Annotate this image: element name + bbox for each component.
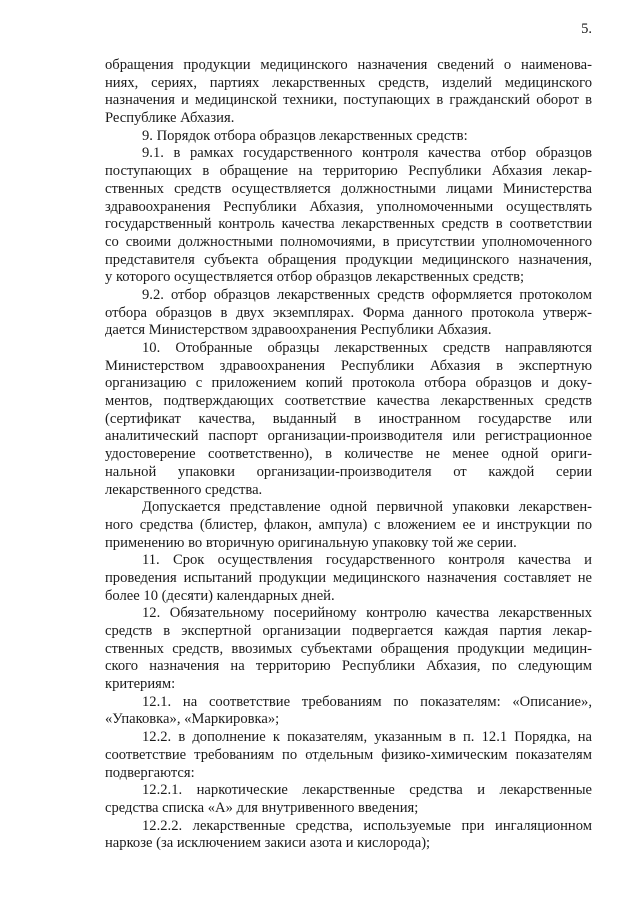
text-line: ского назначения на территорию Республики Абхазия, по следующим <box>105 658 592 675</box>
text-line: со своими должностными полномочиями, в присутствии уполномоченного <box>105 233 592 250</box>
text-line: 10. Отобранные образцы лекарственных средств направляются <box>142 340 592 356</box>
paragraph <box>105 287 592 340</box>
text-line: 12.2.1. наркотические лекарственные средства и лекарственные <box>142 782 592 799</box>
paragraph <box>105 605 592 693</box>
text-line: ментов, подтверждающих соответствие качества лекарственных средств <box>105 393 592 410</box>
text-line: применению во вторичную оригинальную упаковку той же серии. <box>105 534 517 551</box>
text-line: (сертификат качества, выданный в иностранном государстве или <box>105 410 592 427</box>
text-line: государственный контроль качества лекарственных средств в соответствии <box>105 216 592 233</box>
document-body <box>105 57 592 853</box>
text-line: здравоохранения Республики Абхазия, уполномоченными осуществлять <box>105 198 592 215</box>
paragraph <box>105 340 592 499</box>
text-line: средства списка «А» для внутривенного введения; <box>105 799 419 816</box>
text-line: представителя субъекта обращения продукции медицинского назначения, <box>105 251 592 268</box>
text-line: лекарственного средства. <box>105 481 263 498</box>
text-line: проведения испытаний продукции медицинского назначения составляет не <box>105 569 592 586</box>
text-line: у которого осуществляется отбор образцов лекарственных средств; <box>105 269 525 286</box>
text-line: нальной упаковки организации-производителя от каждой серии <box>105 463 592 480</box>
paragraph <box>105 145 592 287</box>
text-line: 12.2.2. лекарственные средства, используемые при ингаляционном <box>142 817 592 834</box>
paragraph <box>105 694 592 729</box>
text-line: 9.2. отбор образцов лекарственных средств оформляется протоколом <box>142 286 592 303</box>
paragraph <box>105 499 592 552</box>
paragraph <box>105 552 592 605</box>
text-line: Республике Абхазия. <box>105 110 235 127</box>
paragraph <box>105 729 592 782</box>
text-line: Министерством здравоохранения Республики Абхазия в экспертную <box>105 357 592 374</box>
text-line: подвергаются: <box>105 764 195 781</box>
page-number: 5. <box>581 21 592 37</box>
text-line: 12.1. на соответствие требованиям по показателям: «Описание», <box>142 693 592 710</box>
text-line: 9.1. в рамках государственного контроля качества отбор образцов <box>142 145 592 162</box>
paragraph <box>105 782 592 817</box>
text-line: 12.2. в дополнение к показателям, указанным в п. 12.1 Порядка, на <box>142 729 592 746</box>
text-line: наркозе (за исключением закиси азота и кислорода); <box>105 835 431 852</box>
text-line: соответствие требованиям по отдельным физико-химическим показателям <box>105 746 592 763</box>
text-line: более 10 (десяти) календарных дней. <box>105 587 335 604</box>
text-line: «Упаковка», «Маркировка»; <box>105 711 280 728</box>
text-line: средств в экспертной организации подвергается каждая партия лекар- <box>105 623 592 639</box>
text-line: отбора образцов в двух экземплярах. Форма данного протокола утверж- <box>105 304 592 321</box>
text-line: ниях, сериях, партиях лекарственных средств, изделий медицинского <box>105 74 592 91</box>
text-line: ственных средств, ввозимых субъектами обращения продукции медицин- <box>105 640 592 657</box>
text-line: аналитический паспорт организации-производителя или регистрационное <box>105 428 592 445</box>
paragraph <box>105 818 592 853</box>
text-line: Допускается представление одной первичной упаковки лекарствен- <box>142 499 592 516</box>
text-line: 9. Порядок отбора образцов лекарственных средств: <box>142 127 468 144</box>
text-line: удостоверение соответственно), в количестве не менее одной ориги- <box>105 446 592 463</box>
text-line: поступающих в обращение на территорию Республики Абхазия лекар- <box>105 163 592 180</box>
paragraph <box>105 128 592 146</box>
text-line: ственных средств осуществляется должностными лицами Министерства <box>105 180 592 197</box>
text-line: критериям: <box>105 676 176 693</box>
text-line: организацию с приложением копий протокола отбора образцов и доку- <box>105 375 592 392</box>
text-line: обращения продукции медицинского назначения сведений о наименова- <box>105 57 592 73</box>
text-line: 11. Срок осуществления государственного контроля качества и <box>142 552 592 569</box>
text-line: назначения и медицинской техники, поступающих в гражданский оборот в <box>105 92 592 109</box>
text-line: 12. Обязательному посерийному контролю качества лекарственных <box>142 605 592 622</box>
paragraph <box>105 57 592 128</box>
text-line: ного средства (блистер, флакон, ампула) с вложением ее и инструкции по <box>105 516 592 533</box>
text-line: дается Министерством здравоохранения Республики Абхазия. <box>105 322 492 339</box>
